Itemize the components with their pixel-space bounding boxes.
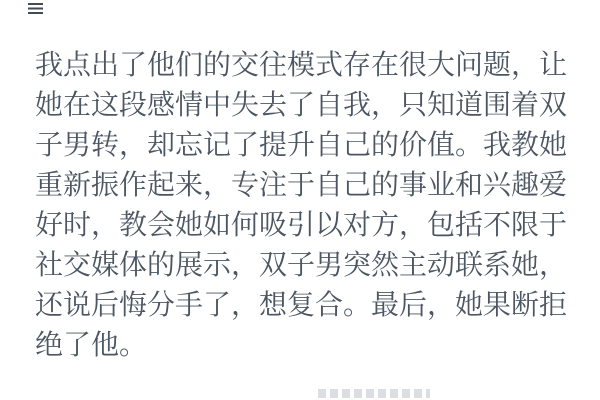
cut-off-text-fragment-top [28, 3, 43, 14]
text-line: 她在这段感情中失去了自我，只知道围着双 [35, 89, 568, 120]
paragraph [35, 45, 580, 365]
text-line: 重新振作起来，专注于自己的事业和兴趣爱 [35, 169, 568, 200]
text-line: 我点出了他们的交往模式存在很大问题，让 [35, 49, 568, 80]
text-line: 绝了他。 [35, 329, 148, 360]
text-line: 好时，教会她如何吸引以对方，包括不限于 [35, 209, 568, 240]
text-line: 还说后悔分手了，想复合。最后，她果断拒 [35, 289, 568, 320]
text-line: 社交媒体的展示，双子男突然主动联系她， [35, 249, 568, 280]
cut-off-text-fragment-bottom [318, 389, 430, 398]
text-line: 子男转，却忘记了提升自己的价值。我教她 [35, 129, 568, 160]
